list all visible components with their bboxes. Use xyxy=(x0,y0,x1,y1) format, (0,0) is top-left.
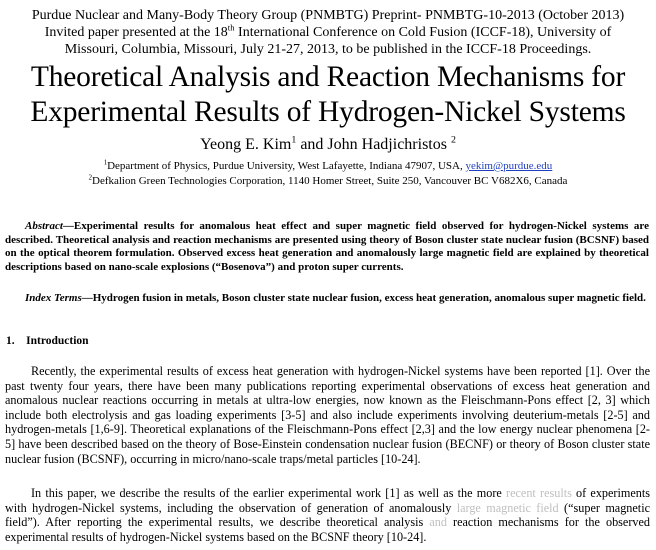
preprint-header-line-1: Purdue Nuclear and Many-Body Theory Group (PNMBTG) Preprint- PNMBTG-10-2013 (October 2013) xyxy=(31,8,625,23)
affiliation-1: $^1$Department of Physics, Purdue University, West Lafayette, Indiana 47907, USA, yekim@purdue.edu xyxy=(103,159,553,172)
author-email-link[interactable]: yekim@purdue.edu xyxy=(465,160,553,172)
index-terms: Index Terms—Hydrogen fusion in metals, Boson cluster state nuclear fusion, excess heat generation, anomalous super magnetic field. xyxy=(25,292,646,304)
abstract-label: Abstract xyxy=(25,220,63,232)
paper-title-line-1: Theoretical Analysis and Reaction Mechanisms for xyxy=(30,61,626,93)
affiliation-2: $^2$Defkalion Green Technologies Corporation, 1140 Homer Street, Suite 250, Vancouver BC V682X6, Canada xyxy=(88,174,568,187)
author-kim: Yeong E. Kim xyxy=(200,136,292,153)
index-terms-label: Index Terms xyxy=(25,292,82,304)
paper-title-line-2: Experimental Results of Hydrogen-Nickel Systems xyxy=(30,96,626,128)
section-heading-introduction: 1. Introduction xyxy=(6,335,89,347)
preprint-header-line-3: Missouri, Columbia, Missouri, July 21-27, 2013, to be published in the ICCF-18 Proceedings. xyxy=(64,42,592,57)
author-hadjichristos: John Hadjichristos xyxy=(327,136,451,153)
author-list: Yeong E. Kim$^1$ and John Hadjichristos $^2$ xyxy=(200,134,456,153)
abstract: Abstract—Experimental results for anomalous heat effect and super magnetic field observed for hydrogen-Nickel systems are described. Theoretical analysis and reaction mechanisms are presented using theory of Boson cluster state nuclear fusion (BCSNF) based on the optical theorem formulation. Observed excess heat generation and anomalously large magnetic field are explained by theoretical descriptions based on nano-scale explosions (“Bosenova”) and proton super currents. xyxy=(5,220,649,273)
intro-paragraph-2: In this paper, we describe the results of the earlier experimental work [1] as well as the more recent results of experiments with hydrogen-Nickel systems, including the observation of generation of anomalously large magnetic field (“super magnetic field”). After reporting the experimental results, we describe theoretical analysis and reaction mechanisms for the observed experimental results of hydrogen-Nickel systems based on the BCSNF theory [10-24]. xyxy=(5,486,650,544)
intro-paragraph-1: Recently, the experimental results of excess heat generation with hydrogen-Nickel systems have been reported [1]. Over the past twenty four years, there have been many publications reporting experimental observations of excess heat generation and anomalous nuclear reactions occurring in metals at ultra-low energies, now known as the Fleischmann-Pons effect [2, 3] which include both electrolysis and gas loading experiments [3-5] and also include experiments involving deuterium-metals [2-5] and hydrogen-metals [1,6-9]. Theoretical explanations of the Fleischmann-Pons effect [2,3] and the low energy nuclear phenomena [2-5] have been described based on the theory of Bose-Einstein condensation nuclear fusion (BECNF) or theory of Boson cluster state nuclear fusion (BCSNF), occurring in micro/nano-scale traps/metal particles [10-24]. xyxy=(5,364,650,466)
preprint-header-line-2: Invited paper presented at the 18th International Conference on Cold Fusion (ICCF-18), University of xyxy=(44,22,612,40)
